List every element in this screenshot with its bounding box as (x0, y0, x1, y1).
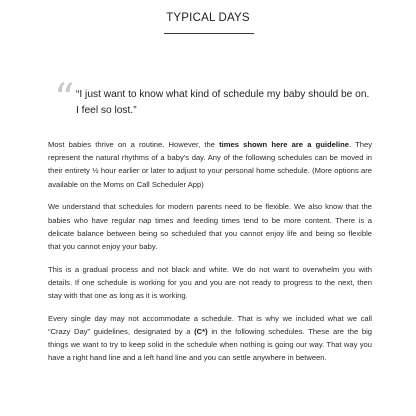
paragraph-3: This is a gradual process and not black and white. We do not want to overwhelm you with details. If one schedule is working for you and you are not ready to progress to the next, then stay with that one as long as it is working. (48, 264, 372, 301)
paragraph-4-emphasis: (C*) (194, 326, 208, 336)
paragraph-1-emphasis: times shown here are a guideline (219, 140, 349, 149)
quote-line-2: I feel so lost.” (76, 105, 137, 116)
title-underline (164, 33, 254, 34)
paragraph-1 (48, 138, 372, 191)
body-text (48, 138, 372, 374)
paragraph-2: We understand that schedules for modern parents need to be flexible. We also know that the babies who have regular nap times and feeding times tend to be more content. There is a delicate balance between being so scheduled that you cannot enjoy life and being so flexible that you cannot enjoy your baby. (48, 202, 372, 251)
quote-line-1: “I just want to know what kind of schedule my baby should be on. (76, 89, 370, 100)
page-title: TYPICAL DAYS (166, 12, 250, 24)
paragraph-4 (48, 312, 372, 365)
paragraph-1-text-b: . They represent the natural rhythms of a baby’s day. Any of the following schedules can be moved in their entirety ½ hour earlier or later to adjust to your personal home schedule. (More options are available on the Moms on Call Scheduler App) (48, 140, 372, 189)
quote-text (76, 87, 376, 119)
quotation-mark-icon: “ (54, 76, 75, 122)
paragraph-1-text-a: Most babies thrive on a routine. However, the (48, 140, 220, 149)
paragraph-4-text-a: Every single day may not accommodate a schedule. That is why we included what we call “Crazy Day” guidelines, designated by a (48, 313, 372, 336)
paragraph-4-text-b: in the following schedules. These are the big things we want to try to keep solid in the schedule when nothing is going our way. That way you have a right hand line and a left hand line and you can settle anywhere in between. (48, 326, 372, 363)
